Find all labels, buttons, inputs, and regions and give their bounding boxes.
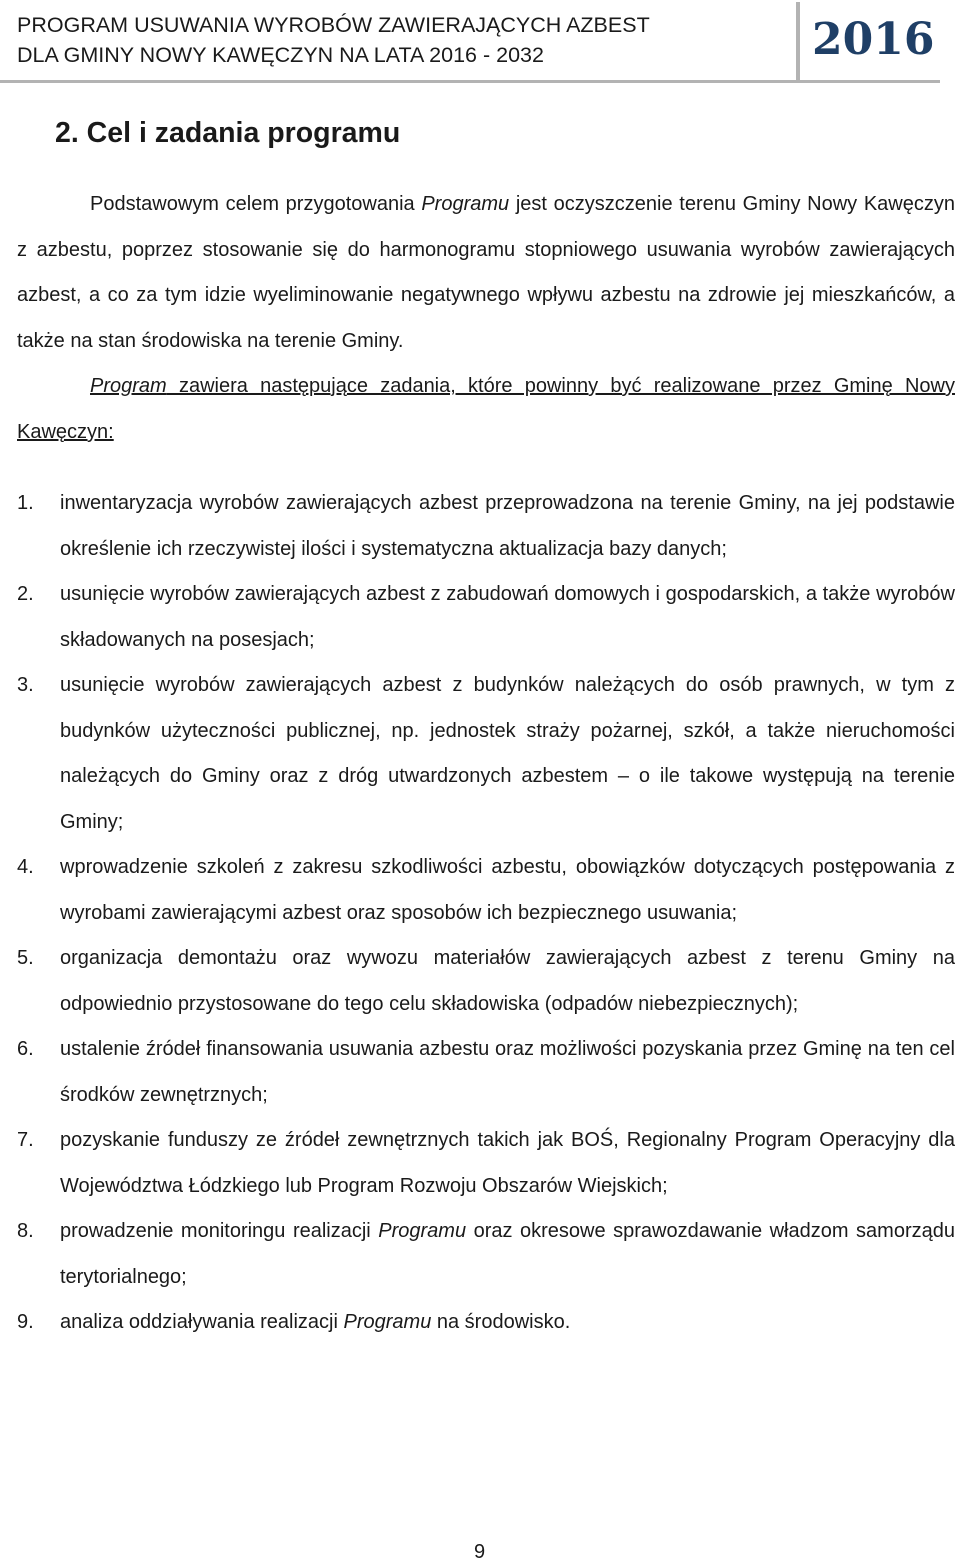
- list-item: [0, 1209, 955, 1300]
- task-list: [0, 481, 960, 1346]
- list-item-number: 5.: [17, 947, 34, 969]
- list-item-text-start: prowadzenie monitoringu realizacji: [60, 1220, 379, 1242]
- list-item-text: inwentaryzacja wyrobów zawierających azbest przeprowadzona na terenie Gminy, na jej podstawie określenie ich rzeczywistej ilości i systematyczna aktualizacja bazy danych;: [60, 492, 955, 560]
- list-item-text-end: oraz okresowe sprawozdawanie władzom samorządu terytorialnego;: [60, 1220, 955, 1288]
- header-title-line-1: PROGRAM USUWANIA WYROBÓW ZAWIERAJĄCYCH AZBEST: [17, 13, 650, 37]
- list-item-number: 1.: [17, 492, 34, 514]
- header-year: 2016: [812, 14, 935, 65]
- list-item: [0, 936, 955, 1027]
- list-item-number: 6.: [17, 1038, 34, 1060]
- tasks-intro-text: zawiera następujące zadania, które powinny być realizowane przez Gminę Nowy Kawęczyn:: [17, 375, 955, 443]
- intro-text-end: jest oczyszczenie terenu Gminy Nowy Kawęczyn z azbestu, poprzez stosowanie się do harmonogramu stopniowego usuwania wyrobów zawierających azbest, a co za tym idzie wyeliminowanie negatywnego wpływu azbestu na zdrowie jej mieszkańców, a także na stan środowiska na terenie Gminy.: [17, 193, 955, 352]
- list-item-text-start: analiza oddziaływania realizacji: [60, 1311, 344, 1333]
- list-item-text: ustalenie źródeł finansowania usuwania azbestu oraz możliwości pozyskania przez Gminę na ten cel środków zewnętrznych;: [60, 1038, 955, 1106]
- list-item-text: usunięcie wyrobów zawierających azbest z zabudowań domowych i gospodarskich, a także wyrobów składowanych na posesjach;: [60, 583, 955, 651]
- list-item: [0, 1300, 955, 1346]
- program-term: Programu: [421, 193, 510, 215]
- list-item-number: 4.: [17, 856, 34, 878]
- list-item: [0, 481, 955, 572]
- page-number: 9: [474, 1541, 486, 1563]
- list-item-text: pozyskanie funduszy ze źródeł zewnętrznych takich jak BOŚ, Regionalny Program Operacyjny dla Województwa Łódzkiego lub Program Rozwoju Obszarów Wiejskich;: [60, 1129, 955, 1197]
- list-item-number: 9.: [17, 1311, 34, 1333]
- list-item: [0, 1118, 955, 1209]
- header-title-line-2: DLA GMINY NOWY KAWĘCZYN NA LATA 2016 - 2032: [17, 43, 544, 67]
- page-header: [0, 0, 940, 83]
- program-term: Programu: [343, 1311, 432, 1333]
- list-item-text-end: na środowisko.: [431, 1311, 571, 1333]
- list-item-text: [60, 1311, 570, 1333]
- list-item-text: organizacja demontażu oraz wywozu materiałów zawierających azbest z terenu Gminy na odpowiednio przystosowane do tego celu składowiska (odpadów niebezpiecznych);: [60, 947, 955, 1015]
- list-item-text: usunięcie wyrobów zawierających azbest z budynków należących do osób prawnych, w tym z budynków użyteczności publicznej, np. jednostek straży pożarnej, szkół, a także nieruchomości należących do Gminy oraz z dróg utwardzonych azbestem – o ile takowe występują na terenie Gminy;: [60, 674, 955, 833]
- list-item: [0, 845, 955, 936]
- section-title: 2. Cel i zadania programu: [55, 117, 401, 149]
- list-item: [0, 572, 955, 663]
- list-item-text: [60, 1220, 955, 1288]
- list-item: [0, 1027, 955, 1118]
- list-item: [0, 663, 955, 845]
- list-item-number: 7.: [17, 1129, 34, 1151]
- program-term: Programu: [378, 1220, 467, 1242]
- program-term: Program: [90, 375, 167, 397]
- intro-paragraph: [17, 182, 955, 364]
- list-item-number: 8.: [17, 1220, 34, 1242]
- header-divider: [796, 2, 800, 80]
- list-item-number: 2.: [17, 583, 34, 605]
- tasks-intro-paragraph: [17, 363, 955, 455]
- header-title: [17, 10, 777, 70]
- list-item-text: wprowadzenie szkoleń z zakresu szkodliwości azbestu, obowiązków dotyczących postępowania z wyrobami zawierającymi azbest oraz sposobów ich bezpiecznego usuwania;: [60, 856, 955, 924]
- intro-text-start: Podstawowym celem przygotowania: [90, 193, 422, 215]
- list-item-number: 3.: [17, 674, 34, 696]
